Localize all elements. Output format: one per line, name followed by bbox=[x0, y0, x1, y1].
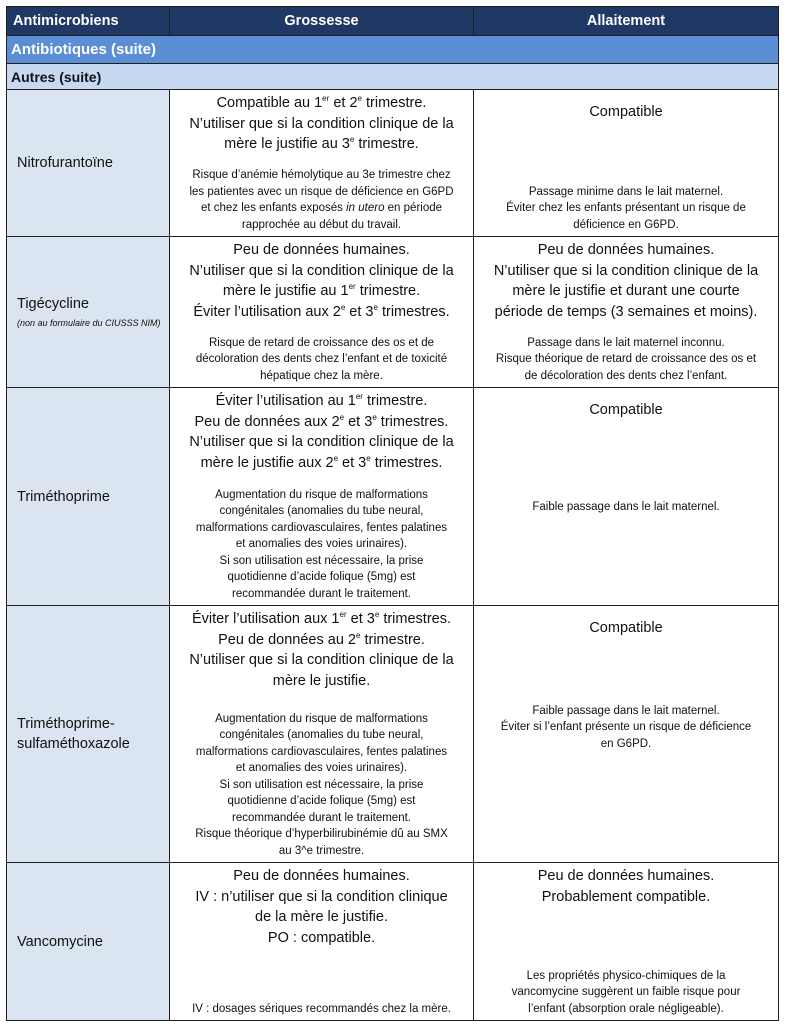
grossesse-detail-line: recommandée durant le traitement. bbox=[232, 811, 411, 824]
grossesse-detail-text bbox=[174, 335, 469, 385]
allaitement-detail-line: Éviter chez les enfants présentant un risque de bbox=[506, 202, 746, 214]
text-segment: trimestres. bbox=[376, 413, 449, 430]
grossesse-detail-text bbox=[174, 711, 469, 860]
grossesse-content bbox=[170, 90, 473, 236]
grossesse-detail-text bbox=[174, 1001, 469, 1018]
allaitement-main-text bbox=[478, 93, 774, 123]
grossesse-detail-text bbox=[174, 167, 469, 233]
grossesse-main-line bbox=[174, 240, 469, 261]
grossesse-detail-line: les patientes avec un risque de déficience en G6PD bbox=[189, 185, 454, 198]
grossesse-main-line bbox=[174, 907, 469, 928]
grossesse-detail-line: IV : dosages sériques recommandés chez la mère. bbox=[192, 1002, 451, 1015]
grossesse-main-line bbox=[174, 928, 469, 949]
grossesse-detail-line: quotidienne d’acide folique (5mg) est bbox=[227, 571, 416, 583]
text-segment: de la mère le justifie. bbox=[255, 909, 388, 925]
allaitement-detail-text bbox=[478, 184, 774, 234]
allaitement-main-line: Probablement compatible. bbox=[541, 888, 711, 905]
grossesse-main-line bbox=[174, 261, 469, 282]
superscript: e bbox=[355, 630, 361, 640]
allaitement-content bbox=[474, 237, 778, 387]
grossesse-main-text bbox=[174, 93, 469, 155]
grossesse-detail-line: quotidienne d’acide folique (5mg) est bbox=[227, 795, 416, 807]
grossesse-main-text bbox=[174, 609, 469, 691]
allaitement-detail-line: Les propriétés physico-chimiques de la bbox=[526, 969, 726, 982]
text-segment: N’utiliser que si la condition clinique de la bbox=[189, 434, 454, 450]
text-segment: IV : n’utiliser que si la condition clinique bbox=[195, 888, 448, 905]
text-segment: trimestre. bbox=[362, 393, 428, 409]
superscript: er bbox=[348, 282, 356, 292]
grossesse-main-line bbox=[174, 671, 469, 692]
text-segment: trimestres. bbox=[370, 454, 443, 471]
drug-name: Nitrofurantoïne bbox=[17, 155, 113, 171]
table-row bbox=[7, 237, 779, 388]
grossesse-detail-line: décoloration des dents chez l’enfant et de toxicité bbox=[195, 353, 448, 365]
grossesse-detail-line: Risque théorique d’hyperbilirubinémie dû au SMX bbox=[195, 828, 448, 840]
text-segment: mère le justifie au 3 bbox=[224, 136, 350, 152]
allaitement-main-line: Compatible bbox=[589, 104, 663, 120]
grossesse-content bbox=[170, 237, 473, 387]
allaitement-detail-text bbox=[478, 499, 774, 516]
table-row bbox=[7, 606, 779, 863]
text-segment: Éviter l’utilisation au 1 bbox=[215, 393, 356, 409]
superscript: e bbox=[333, 453, 339, 463]
superscript: e bbox=[349, 135, 355, 145]
allaitement-main-line: Peu de données humaines. bbox=[537, 242, 715, 258]
grossesse-detail-line: rapprochée au début du travail. bbox=[241, 218, 402, 231]
text-segment: trimestre. bbox=[354, 136, 419, 152]
drug-name-line: Triméthoprime- bbox=[17, 716, 115, 732]
allaitement-cell bbox=[474, 237, 779, 388]
allaitement-detail-line: en G6PD. bbox=[600, 737, 652, 750]
text-segment: mère le justifie aux 2 bbox=[200, 454, 334, 471]
grossesse-detail-line: Risque de retard de croissance des os et de bbox=[208, 336, 435, 349]
grossesse-cell bbox=[170, 237, 474, 388]
text-segment: et 3 bbox=[346, 611, 375, 627]
drug-name-line: sulfaméthoxazole bbox=[17, 736, 130, 752]
text-segment: N’utiliser que si la condition clinique de la bbox=[189, 262, 454, 279]
grossesse-main-line bbox=[174, 630, 469, 651]
header-grossesse: Grossesse bbox=[170, 7, 474, 36]
grossesse-main-line bbox=[174, 412, 469, 433]
allaitement-detail-line: Risque théorique de retard de croissance des os et bbox=[495, 353, 757, 365]
grossesse-main-line bbox=[174, 134, 469, 155]
allaitement-detail-line: de décoloration des dents chez l’enfant. bbox=[524, 369, 728, 382]
allaitement-main-line: période de temps (3 semaines et moins). bbox=[494, 303, 758, 320]
allaitement-content bbox=[474, 388, 778, 605]
grossesse-main-line bbox=[174, 391, 469, 412]
allaitement-detail-line: Éviter si l’enfant présente un risque de déficience bbox=[500, 721, 752, 733]
allaitement-detail-text bbox=[478, 335, 774, 385]
grossesse-detail-text bbox=[174, 487, 469, 603]
text-segment: Peu de données au 2 bbox=[218, 631, 356, 648]
drug-name-cell bbox=[7, 606, 170, 863]
italic-text: in utero bbox=[346, 202, 385, 214]
allaitement-content bbox=[474, 606, 778, 862]
grossesse-detail-line: et chez les enfants exposés in utero en période bbox=[200, 202, 443, 214]
grossesse-cell bbox=[170, 90, 474, 237]
text-segment: N’utiliser que si la condition clinique de la bbox=[189, 115, 454, 132]
allaitement-main-line: Compatible bbox=[589, 620, 663, 636]
section-title: Antibiotiques (suite) bbox=[7, 36, 779, 64]
grossesse-detail-line: congénitales (anomalies du tube neural, bbox=[219, 505, 424, 517]
text-segment: et 2 bbox=[329, 95, 358, 111]
allaitement-detail-line: déficience en G6PD. bbox=[573, 218, 679, 231]
drug-name-cell bbox=[7, 237, 170, 388]
superscript: e bbox=[374, 610, 380, 620]
superscript: e bbox=[373, 302, 378, 312]
drug-name: Tigécycline bbox=[17, 295, 89, 312]
allaitement-main-text bbox=[478, 240, 774, 322]
grossesse-detail-line: Augmentation du risque de malformations bbox=[215, 712, 428, 725]
superscript: e bbox=[357, 94, 362, 104]
text-segment: et 3 bbox=[338, 454, 367, 471]
grossesse-main-line bbox=[174, 887, 469, 908]
allaitement-content bbox=[474, 90, 778, 236]
grossesse-content bbox=[170, 863, 473, 1020]
grossesse-detail-line: Si son utilisation est nécessaire, la prise bbox=[219, 554, 424, 567]
grossesse-main-line bbox=[174, 432, 469, 453]
grossesse-main-text bbox=[174, 866, 469, 948]
formulary-note: (non au formulaire du CIUSSS NIM) bbox=[17, 317, 161, 328]
superscript: e bbox=[366, 453, 371, 463]
allaitement-main-text bbox=[478, 866, 774, 907]
allaitement-detail-text bbox=[478, 703, 774, 753]
grossesse-content bbox=[170, 606, 473, 862]
grossesse-detail-line: Si son utilisation est nécessaire, la prise bbox=[219, 778, 424, 791]
grossesse-detail-line: et anomalies des voies urinaires). bbox=[235, 762, 408, 774]
grossesse-detail-line: recommandée durant le traitement. bbox=[232, 587, 411, 600]
text-segment: Éviter l’utilisation aux 1 bbox=[192, 611, 340, 627]
allaitement-detail-line: Faible passage dans le lait maternel. bbox=[532, 500, 720, 513]
table-row bbox=[7, 388, 779, 606]
allaitement-main-text bbox=[478, 609, 774, 639]
text-segment: Peu de données aux 2 bbox=[194, 413, 340, 430]
text-segment: Peu de données humaines. bbox=[233, 868, 410, 884]
superscript: er bbox=[355, 392, 363, 402]
text-segment: et 3 bbox=[345, 303, 374, 320]
allaitement-main-line: Peu de données humaines. bbox=[537, 868, 715, 884]
text-segment: trimestre. bbox=[360, 631, 425, 648]
grossesse-main-text bbox=[174, 240, 469, 322]
drug-table-container bbox=[6, 6, 778, 1021]
grossesse-cell bbox=[170, 388, 474, 606]
drug-name: Triméthoprime bbox=[17, 488, 110, 505]
grossesse-detail-line: congénitales (anomalies du tube neural, bbox=[219, 729, 424, 741]
grossesse-main-line bbox=[174, 866, 469, 887]
text-segment: Compatible au 1 bbox=[216, 95, 323, 111]
text-segment: Éviter l’utilisation aux 2 bbox=[193, 303, 341, 320]
allaitement-main-line: Compatible bbox=[589, 402, 663, 418]
superscript: e bbox=[372, 412, 377, 422]
table-row bbox=[7, 90, 779, 237]
subsection-row bbox=[7, 64, 779, 90]
header-antimicrobiens: Antimicrobiens bbox=[7, 7, 170, 36]
drug-name-cell bbox=[7, 863, 170, 1021]
grossesse-detail-line: malformations cardiovasculaires, fentes palatines bbox=[195, 521, 448, 534]
superscript: er bbox=[339, 610, 347, 620]
grossesse-content bbox=[170, 388, 473, 605]
allaitement-detail-line: l’enfant (absorption orale négligeable). bbox=[528, 1002, 724, 1015]
grossesse-detail-line: Risque d’anémie hémolytique au 3e trimestre chez bbox=[192, 169, 451, 181]
allaitement-cell bbox=[474, 90, 779, 237]
grossesse-detail-line: Augmentation du risque de malformations bbox=[215, 488, 428, 501]
text-segment: trimestres. bbox=[379, 611, 451, 627]
allaitement-detail-line: vancomycine suggèrent un faible risque pour bbox=[511, 986, 741, 998]
allaitement-detail-text bbox=[478, 968, 774, 1018]
grossesse-detail-line: et anomalies des voies urinaires). bbox=[235, 538, 408, 550]
allaitement-main-text bbox=[478, 391, 774, 421]
text-segment: N’utiliser que si la condition clinique de la bbox=[189, 652, 454, 668]
allaitement-main-line: N’utiliser que si la condition clinique de la bbox=[493, 262, 759, 279]
allaitement-detail-line: Passage minime dans le lait maternel. bbox=[528, 185, 724, 198]
grossesse-detail-line: malformations cardiovasculaires, fentes palatines bbox=[195, 745, 448, 758]
text-segment: trimestre. bbox=[355, 283, 421, 299]
header-allaitement: Allaitement bbox=[474, 7, 779, 36]
grossesse-main-line bbox=[174, 302, 469, 323]
superscript: e bbox=[339, 412, 345, 422]
antimicrobial-table bbox=[6, 6, 779, 1021]
grossesse-main-line bbox=[174, 453, 469, 474]
grossesse-cell bbox=[170, 606, 474, 863]
drug-name-cell bbox=[7, 388, 170, 606]
table-header-row bbox=[7, 7, 779, 36]
grossesse-main-line bbox=[174, 609, 469, 630]
grossesse-main-line bbox=[174, 114, 469, 135]
grossesse-main-text bbox=[174, 391, 469, 473]
allaitement-detail-line: Faible passage dans le lait maternel. bbox=[532, 704, 720, 717]
allaitement-detail-line: Passage dans le lait maternel inconnu. bbox=[527, 336, 725, 349]
text-segment: trimestre. bbox=[361, 95, 427, 111]
grossesse-detail-line: au 3^e trimestre. bbox=[278, 844, 365, 857]
text-segment: mère le justifie. bbox=[272, 672, 371, 689]
allaitement-cell bbox=[474, 863, 779, 1021]
text-segment: et 3 bbox=[344, 413, 373, 430]
allaitement-cell bbox=[474, 388, 779, 606]
superscript: er bbox=[322, 94, 330, 104]
superscript: e bbox=[340, 302, 346, 312]
text-segment: trimestres. bbox=[377, 303, 450, 320]
text-segment: Peu de données humaines. bbox=[233, 242, 410, 258]
grossesse-main-line bbox=[174, 93, 469, 114]
section-row bbox=[7, 36, 779, 64]
table-row bbox=[7, 863, 779, 1021]
text-segment: PO : compatible. bbox=[267, 929, 376, 946]
drug-name: Vancomycine bbox=[17, 933, 103, 950]
drug-name-cell bbox=[7, 90, 170, 237]
subsection-title: Autres (suite) bbox=[7, 64, 779, 90]
text-segment: mère le justifie au 1 bbox=[222, 283, 349, 299]
allaitement-main-line: mère le justifie et durant une courte bbox=[512, 283, 740, 299]
allaitement-cell bbox=[474, 606, 779, 863]
grossesse-cell bbox=[170, 863, 474, 1021]
allaitement-content bbox=[474, 863, 778, 1020]
grossesse-main-line bbox=[174, 281, 469, 302]
grossesse-detail-line: hépatique chez la mère. bbox=[260, 369, 383, 382]
grossesse-main-line bbox=[174, 650, 469, 671]
